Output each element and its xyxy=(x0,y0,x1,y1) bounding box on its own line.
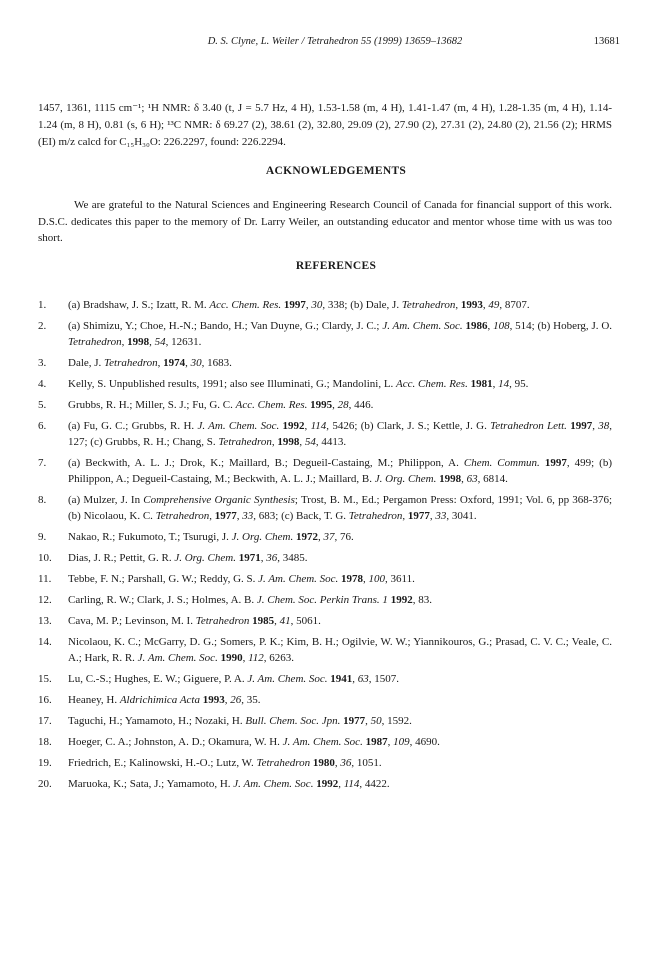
reference-segment: 1998 xyxy=(439,473,462,485)
reference-segment: 1993 xyxy=(202,694,225,706)
reference-item xyxy=(38,592,612,608)
reference-segment: Friedrich, E.; Kalinowski, H.-O.; Lutz, W. xyxy=(68,757,257,769)
reference-segment: , 35. xyxy=(241,694,261,706)
reference-text xyxy=(68,634,612,666)
reference-segment: (a) Fu, G. C.; Grubbs, R. H. xyxy=(68,420,198,432)
reference-segment: 1990 xyxy=(220,652,243,664)
reference-number: 19. xyxy=(38,757,52,769)
reference-segment: 1992 xyxy=(316,778,339,790)
references-heading: REFERENCES xyxy=(295,260,377,272)
reference-text xyxy=(68,571,612,587)
reference-number: 20. xyxy=(38,778,52,790)
reference-text xyxy=(68,734,612,750)
reference-segment: J. Org. Chem. xyxy=(374,473,437,485)
reference-segment: 1971 xyxy=(238,552,261,564)
reference-segment: Bull. Chem. Soc. Jpn. xyxy=(245,715,341,727)
reference-item xyxy=(38,634,612,666)
acknowledgements-heading: ACKNOWLEDGEMENTS xyxy=(265,165,407,177)
reference-segment: , xyxy=(185,357,191,369)
reference-segment: , 1051. xyxy=(351,757,382,769)
reference-segment: Grubbs, R. H.; Miller, S. J.; Fu, G. C. xyxy=(68,399,236,411)
reference-number: 17. xyxy=(38,715,52,727)
reference-segment: 1993 xyxy=(460,299,483,311)
reference-item xyxy=(38,297,612,313)
reference-segment: Dias, J. R.; Pettit, G. R. xyxy=(68,552,175,564)
reference-segment: Tetrahedron xyxy=(348,510,403,522)
reference-segment: 38 xyxy=(598,420,610,432)
reference-segment: , xyxy=(332,399,338,411)
reference-segment: 1998 xyxy=(127,336,150,348)
reference-segment: 1997 xyxy=(570,420,593,432)
reference-segment: , 1592. xyxy=(381,715,412,727)
reference-segment: , 8707. xyxy=(499,299,530,311)
reference-segment: 1972 xyxy=(296,531,318,543)
reference-segment: , xyxy=(363,573,369,585)
reference-segment: Acc. Chem. Res. xyxy=(396,378,468,390)
reference-segment: , 5061. xyxy=(290,615,321,627)
reference-segment: , xyxy=(236,510,243,522)
reference-segment: , xyxy=(592,420,599,432)
reference-number: 9. xyxy=(38,531,47,543)
reference-item xyxy=(38,692,612,708)
reference-segment: 33 xyxy=(242,510,254,522)
reference-text xyxy=(68,776,612,792)
reference-number: 2. xyxy=(38,320,47,332)
reference-segment: , 338; (b) Dale, J. xyxy=(322,299,402,311)
reference-segment: , xyxy=(387,736,394,748)
reference-segment: , xyxy=(492,378,499,390)
reference-segment: , xyxy=(224,694,231,706)
reference-item xyxy=(38,376,612,392)
reference-segment: , xyxy=(304,420,311,432)
reference-segment: 1978 xyxy=(341,573,364,585)
reference-segment: J. Org. Chem. xyxy=(231,531,294,543)
reference-segment: , 1683. xyxy=(201,357,232,369)
reference-text xyxy=(68,492,612,524)
reference-segment: , xyxy=(318,531,324,543)
reference-segment: J. Am. Chem. Soc. xyxy=(382,320,463,332)
reference-segment: , 3485. xyxy=(277,552,308,564)
reference-segment: 26 xyxy=(230,694,242,706)
reference-segment: Nicolaou, K. C.; McGarry, D. G.; Somers, P. K.; Kim, B. H.; Ogilvie, W. W.; Yiannikouros, G.; Prasad, C. V. C.; Veale, C. A.; Hark, R. R. xyxy=(68,636,612,664)
reference-segment: Nakao, R.; Fukumoto, T.; Tsurugi, J. xyxy=(68,531,232,543)
reference-number: 4. xyxy=(38,378,47,390)
reference-text xyxy=(68,297,612,313)
reference-segment: 1977 xyxy=(343,715,366,727)
reference-segment: Cava, M. P.; Levinson, M. I. xyxy=(68,615,196,627)
reference-text xyxy=(68,592,612,608)
reference-segment: J. Am. Chem. Soc. xyxy=(197,420,280,432)
reference-segment: , 4413. xyxy=(315,436,347,448)
reference-number: 7. xyxy=(38,457,47,469)
reference-number: 8. xyxy=(38,494,47,506)
reference-item xyxy=(38,550,612,566)
reference-segment: , 95. xyxy=(509,378,529,390)
reference-segment: , xyxy=(299,436,305,448)
reference-segment: , xyxy=(461,473,467,485)
reference-segment: (a) Beckwith, A. L. J.; Drok, K.; Maillard, B.; Degueil-Castaing, M.; Philippon, A. xyxy=(68,457,464,469)
reference-text xyxy=(68,318,612,350)
reference-segment: , xyxy=(352,673,358,685)
reference-segment: J. Am. Chem. Soc. xyxy=(282,736,363,748)
reference-item xyxy=(38,571,612,587)
reference-segment: , 127; (c) Grubbs, R. H.; Chang, S. xyxy=(68,420,613,448)
reference-segment: Carling, R. W.; Clark, J. S.; Holmes, A. B. xyxy=(68,594,257,606)
reference-segment: , xyxy=(402,510,408,522)
reference-segment: 1985 xyxy=(252,615,275,627)
page-number: 13681 xyxy=(593,36,620,47)
reference-segment: , 3041. xyxy=(446,510,477,522)
reference-segment: 1997 xyxy=(544,457,567,469)
reference-segment: , 3611. xyxy=(385,573,415,585)
reference-segment: , xyxy=(365,715,371,727)
acknowledgements-body xyxy=(38,197,612,247)
reference-segment: , xyxy=(482,299,489,311)
reference-segment: Tebbe, F. N.; Parshall, G. W.; Reddy, G. S. xyxy=(68,573,259,585)
running-head: D. S. Clyne, L. Weiler / Tetrahedron 55 (1999) 13659–13682 xyxy=(207,36,463,47)
reference-segment: Acc. Chem. Res. xyxy=(209,299,282,311)
reference-segment: 37 xyxy=(323,531,335,543)
reference-segment: 54 xyxy=(304,436,316,448)
reference-number: 18. xyxy=(38,736,52,748)
reference-segment: , 499; (b) Philippon, A.; Degueil-Castaing, M.; Beckwith, A. L. J.; Maillard, B. xyxy=(68,457,613,485)
reference-text xyxy=(68,755,612,771)
reference-segment: Tetrahedron Lett. xyxy=(490,420,567,432)
reference-segment: 50 xyxy=(370,715,382,727)
reference-segment: , xyxy=(242,652,249,664)
reference-item xyxy=(38,776,612,792)
reference-segment: , 76. xyxy=(334,531,354,543)
reference-text xyxy=(68,455,612,487)
reference-segment: Tetrahedron xyxy=(68,336,122,348)
reference-segment: 1997 xyxy=(283,299,306,311)
reference-item xyxy=(38,755,612,771)
reference-number: 14. xyxy=(38,636,52,648)
reference-text xyxy=(68,713,612,729)
reference-segment: 1980 xyxy=(312,757,335,769)
reference-segment: 1977 xyxy=(407,510,430,522)
reference-segment: 63 xyxy=(357,673,369,685)
reference-item xyxy=(38,455,612,487)
reference-number: 12. xyxy=(38,594,52,606)
reference-number: 16. xyxy=(38,694,52,706)
reference-text xyxy=(68,692,612,708)
reference-segment: Acc. Chem. Res. xyxy=(235,399,308,411)
reference-segment: Lu, C.-S.; Hughes, E. W.; Giguere, P. A. xyxy=(68,673,248,685)
reference-segment: 49 xyxy=(488,299,500,311)
reference-segment: (a) Mulzer, J. In xyxy=(68,494,144,506)
reference-segment: Tetrahedron xyxy=(218,436,272,448)
reference-segment: 1987 xyxy=(365,736,388,748)
reference-segment: 1981 xyxy=(470,378,493,390)
reference-segment: , xyxy=(121,336,128,348)
reference-segment: Tetrahedron xyxy=(195,615,250,627)
reference-segment: 1995 xyxy=(310,399,333,411)
reference-number: 6. xyxy=(38,420,47,432)
reference-segment: 112 xyxy=(248,652,264,664)
reference-segment: Kelly, S. Unpublished results, 1991; also see Illuminati, G.; Mandolini, L. xyxy=(68,378,397,390)
reference-segment: , xyxy=(149,336,155,348)
reference-text xyxy=(68,418,612,450)
reference-segment: , xyxy=(305,299,312,311)
reference-segment: , 6814. xyxy=(477,473,508,485)
reference-number: 15. xyxy=(38,673,52,685)
reference-segment: 30 xyxy=(190,357,202,369)
reference-segment: Tetrahedron xyxy=(104,357,158,369)
reference-segment: 28 xyxy=(337,399,349,411)
reference-segment: 1941 xyxy=(330,673,353,685)
reference-segment: , 12631. xyxy=(165,336,202,348)
reference-segment: (a) Bradshaw, J. S.; Izatt, R. M. xyxy=(68,299,210,311)
reference-segment: , 1507. xyxy=(368,673,400,685)
reference-segment: 1992 xyxy=(282,420,305,432)
reference-segment: , 446. xyxy=(348,399,374,411)
reference-segment: Dale, J. xyxy=(68,357,105,369)
reference-segment: , xyxy=(455,299,461,311)
reference-segment: 1998 xyxy=(277,436,300,448)
reference-number: 1. xyxy=(38,299,47,311)
reference-segment: J. Am. Chem. Soc. xyxy=(258,573,339,585)
reference-segment: Aldrichimica Acta xyxy=(119,694,200,706)
reference-segment: , 4422. xyxy=(359,778,390,790)
reference-item xyxy=(38,397,612,413)
reference-segment: , 514; (b) Hoberg, J. O. xyxy=(509,320,613,332)
acknowledgements-text: We are grateful to the Natural Sciences and Engineering Research Council of Canada for financial support of this work. D.S.C. dedicates this paper to the memory of Dr. Larry Weiler, an outstanding educator and mentor whose time with us was too short. xyxy=(38,199,612,244)
reference-text xyxy=(68,529,612,545)
reference-segment: Comprehensive Organic Synthesis xyxy=(143,494,295,506)
reference-segment: , 6263. xyxy=(263,652,295,664)
reference-segment: , xyxy=(209,510,215,522)
reference-segment: J. Am. Chem. Soc. xyxy=(233,778,314,790)
reference-item xyxy=(38,613,612,629)
reference-segment: Tetrahedron xyxy=(155,510,210,522)
reference-number: 11. xyxy=(38,573,52,585)
reference-list xyxy=(38,297,612,797)
reference-segment: Hoeger, C. A.; Johnston, A. D.; Okamura, W. H. xyxy=(68,736,283,748)
reference-segment: ; Trost, B. M., Ed.; Pergamon Press: Oxford, 1991; Vol. 6, pp 368-376; (b) Nicolaou, K. C. xyxy=(68,494,612,522)
reference-text xyxy=(68,671,612,687)
reference-segment: Heaney, H. xyxy=(68,694,120,706)
reference-number: 3. xyxy=(38,357,47,369)
reference-text xyxy=(68,376,612,392)
reference-segment: 36 xyxy=(266,552,278,564)
reference-segment: , 683; (c) Back, T. G. xyxy=(253,510,349,522)
reference-segment: , xyxy=(487,320,494,332)
reference-segment: J. Am. Chem. Soc. xyxy=(247,673,328,685)
reference-item xyxy=(38,318,612,350)
reference-segment: 100 xyxy=(368,573,386,585)
reference-number: 5. xyxy=(38,399,47,411)
reference-item xyxy=(38,492,612,524)
reference-item xyxy=(38,355,612,371)
reference-segment: Taguchi, H.; Yamamoto, H.; Nozaki, H. xyxy=(68,715,246,727)
reference-segment: Tetrahedron xyxy=(256,757,311,769)
reference-segment: 1977 xyxy=(214,510,237,522)
reference-item xyxy=(38,734,612,750)
characterization-data xyxy=(38,100,612,151)
reference-segment: (a) Shimizu, Y.; Choe, H.-N.; Bando, H.; Van Duyne, G.; Clardy, J. C.; xyxy=(68,320,383,332)
reference-number: 13. xyxy=(38,615,52,627)
reference-number: 10. xyxy=(38,552,52,564)
reference-segment: 1992 xyxy=(390,594,413,606)
reference-segment: 1974 xyxy=(163,357,186,369)
reference-segment: 33 xyxy=(435,510,447,522)
reference-segment: , xyxy=(338,778,344,790)
reference-segment: 54 xyxy=(154,336,166,348)
reference-segment: 108 xyxy=(493,320,510,332)
reference-segment: , 5426; (b) Clark, J. S.; Kettle, J. G. xyxy=(326,420,491,432)
reference-segment: Chem. Commun. xyxy=(463,457,540,469)
reference-text xyxy=(68,613,612,629)
reference-segment: J. Chem. Soc. Perkin Trans. 1 xyxy=(256,594,388,606)
reference-item xyxy=(38,713,612,729)
reference-segment: , xyxy=(157,357,164,369)
reference-segment: 30 xyxy=(311,299,323,311)
reference-item xyxy=(38,529,612,545)
reference-segment: 14 xyxy=(498,378,510,390)
reference-text xyxy=(68,550,612,566)
reference-item xyxy=(38,418,612,450)
reference-segment: J. Am. Chem. Soc. xyxy=(137,652,218,664)
reference-segment: , xyxy=(334,757,341,769)
reference-segment: , xyxy=(274,615,280,627)
reference-segment: , xyxy=(271,436,278,448)
reference-segment: , 83. xyxy=(412,594,432,606)
reference-segment: 36 xyxy=(340,757,352,769)
reference-segment: 41 xyxy=(279,615,291,627)
reference-segment: 1986 xyxy=(465,320,488,332)
reference-segment: 63 xyxy=(466,473,478,485)
reference-segment: , xyxy=(429,510,436,522)
reference-segment: 109 xyxy=(393,736,410,748)
reference-text xyxy=(68,355,612,371)
characterization-text: 1457, 1361, 1115 cm⁻¹; ¹H NMR: δ 3.40 (t, J = 5.7 Hz, 4 H), 1.53-1.58 (m, 4 H), 1.41-1.47 (m, 4 H), 1.28-1.35 (m, 4 H), 1.14-1.24 (m, 8 H), 0.81 (s, 6 H); ¹³C NMR: δ 69.27 (2), 38.61 (2), 32.80, 29.09 (2), 27.90 (2), 27.31 (2), 24.80 (2), 21.56 (2); HRMS (EI) m/z calcd for C₁₅H₃₀O: 226.2297, found: 226.2294. xyxy=(38,102,612,148)
reference-text xyxy=(68,397,612,413)
reference-segment: , 4690. xyxy=(409,736,440,748)
reference-segment: J. Org. Chem. xyxy=(174,552,236,564)
reference-segment: Tetrahedron xyxy=(401,299,456,311)
reference-segment: Maruoka, K.; Sata, J.; Yamamoto, H. xyxy=(68,778,234,790)
reference-segment: 114 xyxy=(310,420,327,432)
reference-item xyxy=(38,671,612,687)
reference-segment: 114 xyxy=(343,778,360,790)
reference-segment: , xyxy=(260,552,267,564)
